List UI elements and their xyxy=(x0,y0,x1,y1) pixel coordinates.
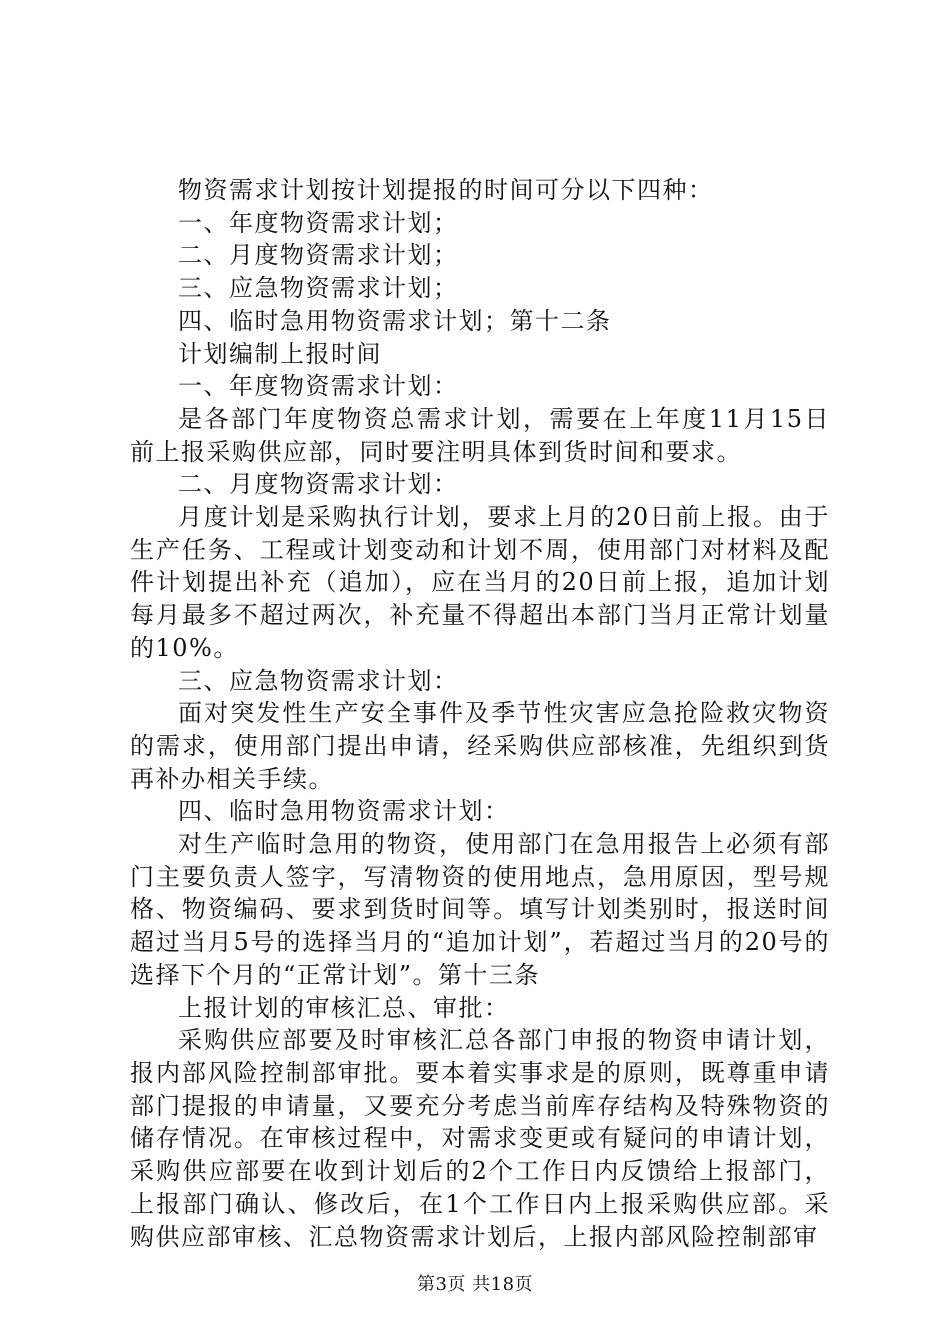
paragraph: 四、临时急用物资需求计划；第十二条 xyxy=(178,306,612,335)
document-body xyxy=(130,174,830,1253)
paragraph: 三、应急物资需求计划； xyxy=(178,274,459,303)
paragraph: 一、年度物资需求计划； xyxy=(178,208,459,237)
paragraph: 四、临时急用物资需求计划： xyxy=(178,797,510,826)
paragraph: 二、月度物资需求计划： xyxy=(178,470,459,499)
paragraph: 一、年度物资需求计划： xyxy=(178,372,459,401)
paragraph: 二、月度物资需求计划； xyxy=(178,241,459,270)
paragraph: 对生产临时急用的物资，使用部门在急用报告上必须有部门主要负责人签字，写清物资的使用地点，急用原因，型号规格、物资编码、要求到货时间等。填写计划类别时，报送时间超过当月5号的选择当月的“追加计划”，若超过当月的20号的选择下个月的“正常计划”。第十三条 xyxy=(130,830,830,989)
paragraph: 是各部门年度物资总需求计划，需要在上年度11月15日前上报采购供应部，同时要注明具体到货时间和要求。 xyxy=(130,404,830,466)
paragraph: 月度计划是采购执行计划，要求上月的20日前上报。由于生产任务、工程或计划变动和计划不周，使用部门对材料及配件计划提出补充（追加），应在当月的20日前上报，追加计划每月最多不超过两次，补充量不得超出本部门当月正常计划量的10%。 xyxy=(130,503,830,662)
paragraph: 采购供应部要及时审核汇总各部门申报的物资申请计划，报内部风险控制部审批。要本着实事求是的原则，既尊重申请部门提报的申请量，又要充分考虑当前库存结构及特殊物资的储存情况。在审核过程中，对需求变更或有疑问的申请计划，采购供应部要在收到计划后的2个工作日内反馈给上报部门，上报部门确认、修改后，在1个工作日内上报采购供应部。采购供应部审核、汇总物资需求计划后，上报内部风险控制部审 xyxy=(130,1026,830,1251)
page-number-label: 第3页 共18页 xyxy=(416,1274,534,1295)
paragraph: 上报计划的审核汇总、审批： xyxy=(178,993,510,1022)
paragraph: 计划编制上报时间 xyxy=(178,339,382,368)
paragraph: 物资需求计划按计划提报的时间可分以下四种： xyxy=(178,176,714,204)
paragraph: 三、应急物资需求计划： xyxy=(178,666,459,695)
paragraph: 面对突发性生产安全事件及季节性灾害应急抢险救灾物资的需求，使用部门提出申请，经采购供应部核准，先组织到货再补办相关手续。 xyxy=(130,699,830,793)
page-footer xyxy=(0,1270,950,1296)
